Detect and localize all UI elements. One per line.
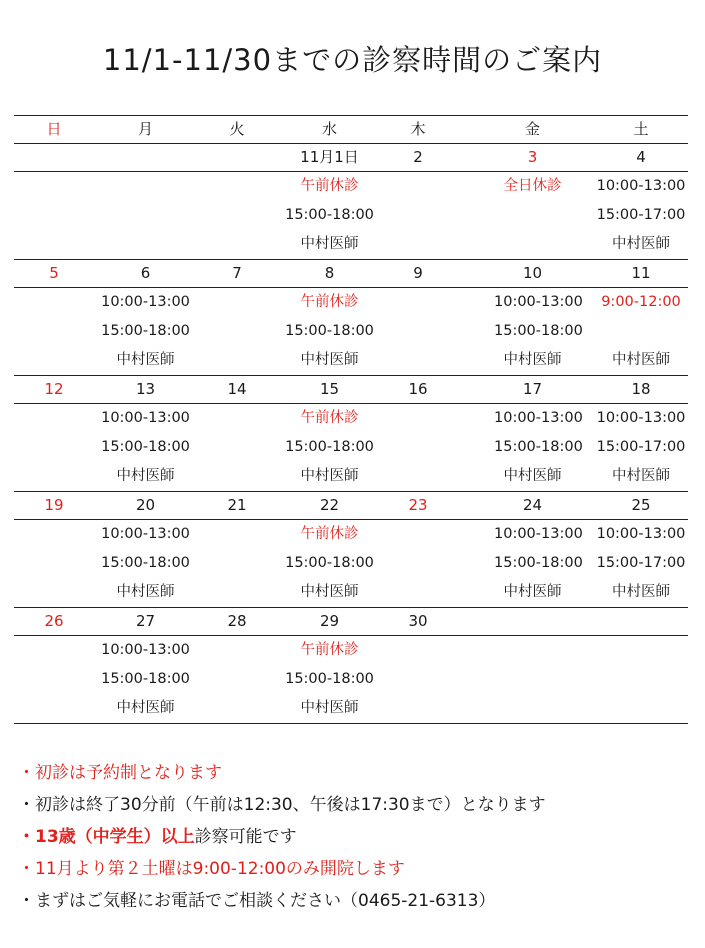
week-2-hours [14, 288, 688, 376]
wed-doctor: 中村医師 [300, 468, 359, 484]
note-age-limit-rest: 診察可能です [194, 827, 297, 847]
wed-doctor: 中村医師 [300, 584, 359, 600]
date-cell: 10 [522, 264, 543, 282]
mon-hours-pm: 15:00-18:00 [101, 439, 190, 455]
week-5-dates [14, 608, 688, 636]
note-first-visit-reservation: ・初診は予約制となります [18, 763, 222, 783]
date-cell: 22 [319, 496, 340, 514]
date-cell-sunday: 12 [44, 380, 64, 398]
sat-hours-pm: 15:00-17:00 [596, 439, 686, 455]
wed-doctor: 中村医師 [300, 236, 359, 252]
sat-hours-pm: 15:00-17:00 [596, 555, 686, 571]
fri-doctor: 中村医師 [503, 584, 562, 600]
fri-hours-am: 10:00-13:00 [494, 294, 583, 310]
sat-hours-am: 10:00-13:00 [596, 526, 686, 542]
date-cell: 29 [319, 612, 340, 630]
note-age-limit [18, 821, 698, 853]
date-cell: 6 [140, 264, 151, 282]
week-3-dates [14, 376, 688, 404]
weekday-fri: 金 [524, 120, 540, 138]
note-second-saturday: ・11月より第２土曜は9:00-12:00のみ開院します [18, 859, 405, 879]
date-cell: 17 [522, 380, 543, 398]
wed-doctor: 中村医師 [300, 352, 359, 368]
week-1-hours [14, 172, 688, 260]
date-cell: 14 [227, 380, 247, 398]
date-cell: 30 [408, 612, 428, 630]
wed-hours: 15:00-18:00 [285, 555, 374, 571]
sat-hours-am: 10:00-13:00 [596, 178, 686, 194]
date-cell: 21 [227, 496, 247, 514]
date-cell: 7 [232, 264, 242, 282]
week-4-dates [14, 492, 688, 520]
sat-doctor: 中村医師 [612, 468, 670, 484]
weekday-header [14, 115, 688, 144]
sat-hours-special: 9:00-12:00 [601, 294, 681, 310]
weekday-thu: 木 [410, 120, 426, 138]
weekday-sat: 土 [633, 120, 649, 138]
mon-hours-am: 10:00-13:00 [101, 410, 190, 426]
mon-hours-am: 10:00-13:00 [101, 526, 190, 542]
mon-hours-pm: 15:00-18:00 [101, 323, 190, 339]
schedule-calendar [14, 115, 688, 724]
weekday-tue: 火 [229, 120, 245, 138]
fri-hours-pm: 15:00-18:00 [494, 439, 583, 455]
date-cell: 25 [631, 496, 651, 514]
fri-hours-pm: 15:00-18:00 [494, 555, 583, 571]
page-title: 11/1-11/30までの診察時間のご案内 [102, 43, 603, 77]
date-cell: 9 [413, 264, 423, 282]
wed-status: 午前休診 [300, 178, 359, 194]
date-cell-holiday: 3 [527, 148, 538, 166]
date-cell: 4 [636, 148, 646, 166]
week-3-hours [14, 404, 688, 492]
note-first-visit-deadline: ・初診は終了30分前（午前は12:30、午後は17:30まで）となります [18, 795, 546, 815]
sat-hours-am: 10:00-13:00 [596, 410, 686, 426]
wed-status: 午前休診 [300, 526, 359, 542]
date-cell: 8 [324, 264, 335, 282]
mon-doctor: 中村医師 [116, 352, 175, 368]
week-4-hours [14, 520, 688, 608]
date-cell: 13 [135, 380, 156, 398]
wed-hours: 15:00-18:00 [285, 439, 374, 455]
date-cell-sunday: 19 [44, 496, 64, 514]
date-cell: 28 [227, 612, 247, 630]
date-cell: 11月1日 [300, 148, 359, 166]
week-5-hours [14, 636, 688, 724]
mon-doctor: 中村医師 [116, 584, 175, 600]
date-cell-holiday: 23 [408, 496, 428, 514]
wed-doctor: 中村医師 [300, 700, 359, 716]
wed-status: 午前休診 [300, 642, 359, 658]
date-cell: 15 [319, 380, 340, 398]
week-2-dates [14, 260, 688, 288]
sat-doctor: 中村医師 [612, 236, 670, 252]
wed-hours: 15:00-18:00 [285, 323, 374, 339]
fri-status: 全日休診 [503, 178, 562, 194]
date-cell: 18 [631, 380, 651, 398]
wed-status: 午前休診 [300, 410, 359, 426]
mon-hours-pm: 15:00-18:00 [101, 671, 190, 687]
mon-doctor: 中村医師 [116, 468, 175, 484]
date-cell-sunday: 5 [49, 264, 59, 282]
mon-hours-am: 10:00-13:00 [101, 294, 190, 310]
date-cell: 11 [631, 264, 651, 282]
week-1-dates [14, 144, 688, 172]
notice-list [18, 757, 698, 917]
wed-hours: 15:00-18:00 [285, 207, 374, 223]
weekday-mon: 月 [137, 120, 153, 138]
date-cell: 27 [135, 612, 156, 630]
sat-doctor: 中村医師 [612, 584, 670, 600]
wed-status: 午前休診 [300, 294, 359, 310]
mon-hours-pm: 15:00-18:00 [101, 555, 190, 571]
weekday-sun: 日 [46, 120, 62, 138]
date-cell: 2 [413, 148, 423, 166]
date-cell: 16 [408, 380, 428, 398]
date-cell: 20 [135, 496, 156, 514]
date-cell-sunday: 26 [44, 612, 64, 630]
fri-doctor: 中村医師 [503, 352, 562, 368]
mon-hours-am: 10:00-13:00 [101, 642, 190, 658]
weekday-wed: 水 [321, 120, 337, 138]
mon-doctor: 中村医師 [116, 700, 175, 716]
fri-doctor: 中村医師 [503, 468, 562, 484]
wed-hours: 15:00-18:00 [285, 671, 374, 687]
fri-hours-am: 10:00-13:00 [494, 526, 583, 542]
note-age-limit-emphasis: ・13歳（中学生）以上 [18, 827, 195, 847]
sat-hours-pm: 15:00-17:00 [596, 207, 686, 223]
note-contact-phone: ・まずはご気軽にお電話でご相談ください（0465-21-6313） [18, 891, 496, 911]
fri-hours-am: 10:00-13:00 [494, 410, 583, 426]
fri-hours-pm: 15:00-18:00 [494, 323, 583, 339]
sat-doctor: 中村医師 [612, 352, 670, 368]
date-cell: 24 [522, 496, 543, 514]
